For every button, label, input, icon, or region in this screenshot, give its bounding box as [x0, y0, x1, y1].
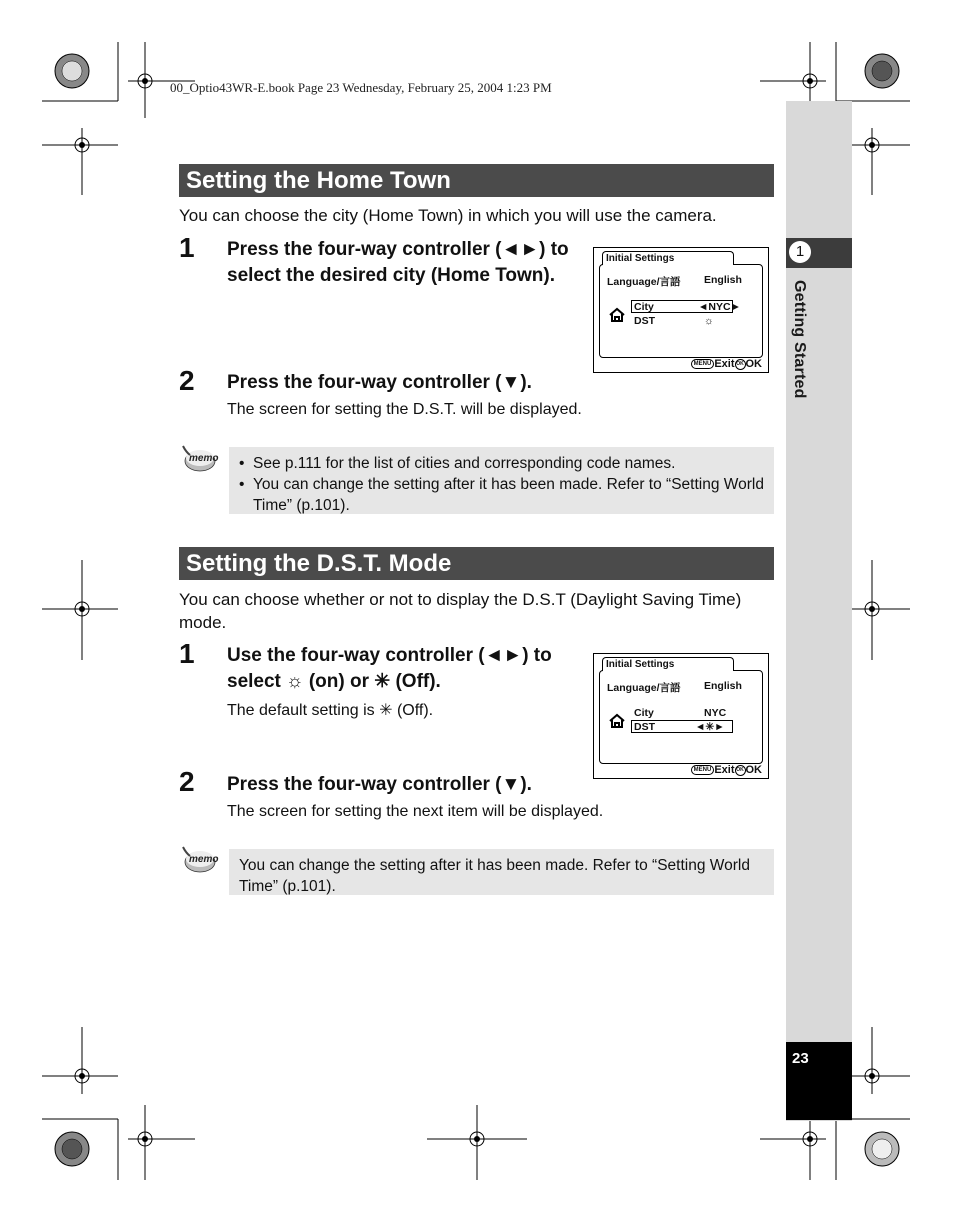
step-number: 1	[179, 232, 195, 263]
dst-label: DST	[634, 315, 655, 327]
memo-item: • See p.111 for the list of cities and corresponding code names.	[239, 453, 764, 474]
camera-screen-home-town	[593, 247, 769, 373]
section-title-home-town: Setting the Home Town	[179, 164, 774, 197]
exit-label: Exit	[714, 764, 735, 776]
menu-button-icon: MENU	[691, 765, 715, 775]
dst-value: ◄✳►	[695, 721, 725, 733]
section-intro: You can choose whether or not to display the D.S.T (Daylight Saving Time) mode.	[179, 590, 742, 632]
dst-label: DST	[634, 721, 655, 733]
menu-button-icon: MENU	[691, 359, 715, 369]
step-number: 1	[179, 638, 195, 669]
home-icon	[608, 307, 626, 323]
step-instruction: Press the four-way controller (◄►) to select the desired city (Home Town).	[227, 239, 569, 286]
city-value: ◄NYC►	[698, 301, 741, 313]
chapter-title: Getting Started	[791, 280, 808, 399]
ok-button-icon: OK	[735, 765, 746, 776]
page-number: 23	[792, 1050, 809, 1067]
ok-label: OK	[745, 764, 762, 776]
memo-item: • You can change the setting after it has been made. Refer to “Setting World Time” (p.101).	[239, 474, 764, 516]
step-number: 2	[179, 766, 195, 797]
screen-footer	[691, 358, 762, 370]
step-detail: The screen for setting the next item will be displayed.	[227, 803, 604, 820]
section-intro: You can choose the city (Home Town) in which you will use the camera.	[179, 206, 717, 225]
section-title-dst-mode: Setting the D.S.T. Mode	[179, 547, 774, 580]
exit-label: Exit	[714, 358, 735, 370]
memo-icon-label: memo	[189, 854, 219, 865]
ok-button-icon: OK	[735, 359, 746, 370]
dst-value: ☼	[704, 315, 714, 327]
screen-tab: Initial Settings	[602, 251, 734, 265]
city-value: NYC	[704, 707, 727, 719]
step-instruction: Use the four-way controller (◄►) to select ☼ (on) or ✳ (Off).	[227, 645, 552, 692]
city-label: City	[634, 707, 654, 719]
language-label: Language/言語	[607, 682, 681, 694]
screen-tab: Initial Settings	[602, 657, 734, 671]
step-detail: The default setting is ✳ (Off).	[227, 702, 434, 719]
memo-note: You can change the setting after it has been made. Refer to “Setting World Time” (p.101).	[229, 849, 774, 895]
home-icon	[608, 713, 626, 729]
chapter-number: 1	[789, 241, 811, 263]
step-number: 2	[179, 365, 195, 396]
print-header: 00_Optio43WR-E.book Page 23 Wednesday, February 25, 2004 1:23 PM	[170, 80, 552, 95]
step-detail: The screen for setting the D.S.T. will be displayed.	[227, 401, 582, 418]
memo-note	[229, 447, 774, 514]
language-value: English	[704, 680, 742, 692]
ok-label: OK	[745, 358, 762, 370]
language-value: English	[704, 274, 742, 286]
city-label: City	[634, 301, 654, 313]
memo-icon-label: memo	[189, 453, 219, 464]
step-instruction: Press the four-way controller (▼).	[227, 774, 532, 795]
language-label: Language/言語	[607, 276, 681, 288]
camera-screen-dst	[593, 653, 769, 779]
step-instruction: Press the four-way controller (▼).	[227, 372, 532, 393]
